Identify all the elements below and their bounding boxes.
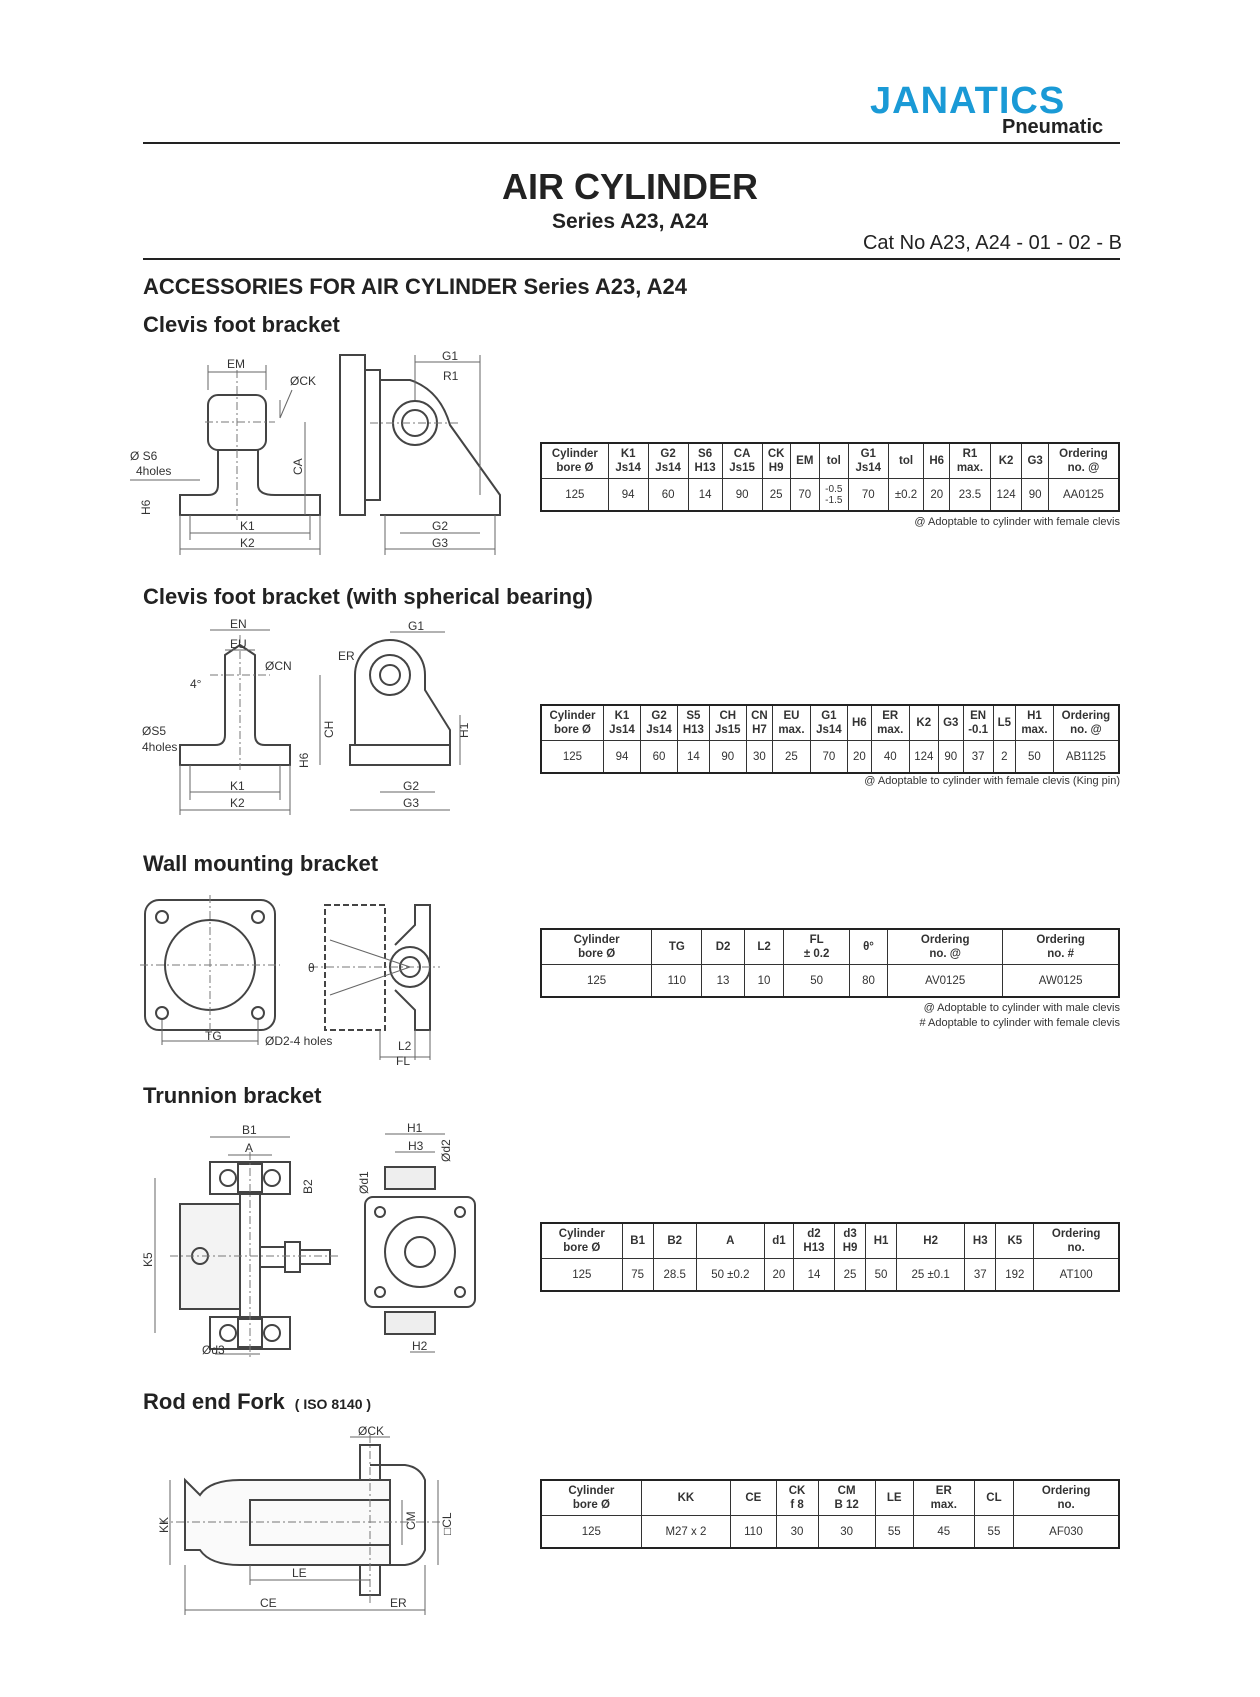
page-title: AIR CYLINDER [501, 166, 758, 207]
header-cell: H1 [866, 1223, 897, 1259]
clevis-title: Clevis foot bracket [143, 312, 340, 337]
value-cell: 90 [709, 741, 746, 774]
value-cell: 45 [913, 1516, 974, 1549]
value-cell: 80 [849, 965, 887, 998]
clevis-drawing [130, 350, 500, 550]
accessories-heading: ACCESSORIES FOR AIR CYLINDER Series A23, A24 [143, 274, 688, 299]
value-cell: 125 [541, 479, 608, 512]
table-header-row [541, 929, 1119, 965]
svg-text:B2: B2 [301, 1179, 315, 1194]
header-cell: CM B 12 [818, 1480, 875, 1516]
trunnion-drawing [140, 1122, 505, 1357]
header-cell: H1 max. [1016, 705, 1054, 741]
header-cell: G2 Js14 [648, 443, 688, 479]
svg-text:ØS5: ØS5 [142, 724, 167, 738]
trunnion-title: Trunnion bracket [143, 1083, 322, 1108]
svg-text:CE: CE [260, 1596, 277, 1610]
catalog-number: Cat No A23, A24 - 01 - 02 - B [862, 232, 1122, 254]
svg-text:G3: G3 [403, 796, 420, 810]
svg-text:4°: 4° [190, 677, 202, 691]
header-cell: G3 [938, 705, 963, 741]
header-cell: Cylinder bore Ø [541, 705, 603, 741]
svg-text:B1: B1 [242, 1123, 257, 1137]
clevis-table [540, 442, 1120, 512]
header-cell: EU max. [773, 705, 811, 741]
header-cell: Ordering no. @ [888, 929, 1003, 965]
value-cell: 94 [603, 741, 640, 774]
value-cell: 30 [818, 1516, 875, 1549]
svg-text:G1: G1 [442, 349, 459, 363]
svg-text:K5: K5 [141, 1252, 155, 1267]
value-cell: 125 [541, 741, 603, 774]
svg-text:Ød1: Ød1 [357, 1171, 371, 1194]
value-cell: AW0125 [1003, 965, 1119, 998]
table-row [541, 965, 1119, 998]
spherical-table [540, 704, 1120, 774]
clevis-note: @ Adoptable to cylinder with female clevis [914, 516, 1120, 528]
svg-text:H3: H3 [408, 1139, 424, 1153]
value-cell: 50 [866, 1259, 897, 1292]
header-cell: K1 Js14 [608, 443, 648, 479]
value-cell: 14 [793, 1259, 834, 1292]
value-cell: 20 [764, 1259, 793, 1292]
value-cell: 125 [541, 1516, 641, 1549]
value-cell: AF030 [1014, 1516, 1119, 1549]
svg-text:K1: K1 [230, 779, 245, 793]
svg-text:H6: H6 [297, 752, 311, 768]
value-cell: M27 x 2 [641, 1516, 730, 1549]
value-cell: 75 [622, 1259, 653, 1292]
svg-text:LE: LE [292, 1566, 307, 1580]
value-cell: 70 [790, 479, 819, 512]
svg-text:EM: EM [227, 357, 245, 371]
header-cell: EN -0.1 [963, 705, 993, 741]
svg-text:FL: FL [396, 1054, 411, 1068]
value-cell: 20 [847, 741, 871, 774]
wall-table [540, 928, 1120, 998]
header-rule [143, 142, 1120, 144]
header-cell: H2 [897, 1223, 965, 1259]
header-cell: CL [974, 1480, 1014, 1516]
value-cell: AT100 [1034, 1259, 1119, 1292]
value-cell: 90 [722, 479, 762, 512]
header-cell: Cylinder bore Ø [541, 1480, 641, 1516]
value-cell: 90 [1022, 479, 1049, 512]
value-cell: 10 [744, 965, 784, 998]
title-rule [143, 258, 1120, 260]
value-cell: 50 [1016, 741, 1054, 774]
svg-text:H1: H1 [457, 722, 471, 738]
header-cell: K2 [990, 443, 1022, 479]
header-cell: EM [790, 443, 819, 479]
header-cell: R1 max. [950, 443, 991, 479]
value-cell: 110 [731, 1516, 776, 1549]
spherical-note: @ Adoptable to cylinder with female clevis (King pin) [864, 775, 1120, 787]
header-cell: G3 [1022, 443, 1049, 479]
table-row [541, 479, 1119, 512]
header-cell: Ordering no. @ [1048, 443, 1119, 479]
value-cell: 50 ±0.2 [696, 1259, 764, 1292]
value-cell: 25 [835, 1259, 866, 1292]
svg-text:G2: G2 [403, 779, 420, 793]
value-cell: 55 [875, 1516, 913, 1549]
header-cell: D2 [702, 929, 744, 965]
header-cell: K2 [909, 705, 938, 741]
value-cell: 50 [784, 965, 850, 998]
wall-note-2: # Adoptable to cylinder with female clevis [919, 1017, 1120, 1029]
header-cell: Ordering no. [1014, 1480, 1119, 1516]
table-row [541, 741, 1119, 774]
value-cell: 13 [702, 965, 744, 998]
fork-table [540, 1479, 1120, 1549]
svg-text:EN: EN [230, 617, 247, 631]
value-cell: -0.5 -1.5 [819, 479, 848, 512]
value-cell: 40 [871, 741, 909, 774]
value-cell: 90 [938, 741, 963, 774]
svg-text:G2: G2 [432, 519, 449, 533]
svg-text:□CL: □CL [440, 1512, 454, 1535]
value-cell: 30 [776, 1516, 818, 1549]
header-cell: K1 Js14 [603, 705, 640, 741]
svg-text:CM: CM [404, 1511, 418, 1530]
value-cell: 70 [810, 741, 847, 774]
wall-title: Wall mounting bracket [143, 851, 379, 876]
header-cell: S6 H13 [688, 443, 722, 479]
header-cell: CN H7 [746, 705, 772, 741]
header-cell: Ordering no. # [1003, 929, 1119, 965]
header-cell: A [696, 1223, 764, 1259]
svg-text:ØCK: ØCK [358, 1424, 385, 1438]
value-cell: AV0125 [888, 965, 1003, 998]
value-cell: 14 [688, 479, 722, 512]
svg-text:K1: K1 [240, 519, 255, 533]
header-cell: d2 H13 [793, 1223, 834, 1259]
header-cell: θ° [849, 929, 887, 965]
svg-text:CA: CA [291, 458, 305, 475]
header-cell: B1 [622, 1223, 653, 1259]
value-cell: 124 [990, 479, 1022, 512]
header-cell: d1 [764, 1223, 793, 1259]
value-cell: 125 [541, 1259, 622, 1292]
header-cell: Ordering no. [1034, 1223, 1119, 1259]
value-cell: 25 [773, 741, 811, 774]
header-cell: KK [641, 1480, 730, 1516]
header-cell: K5 [996, 1223, 1034, 1259]
value-cell: 110 [652, 965, 702, 998]
value-cell: 30 [746, 741, 772, 774]
header-cell: S5 H13 [678, 705, 710, 741]
header-cell: ER max. [913, 1480, 974, 1516]
fork-title: Rod end Fork ( ISO 8140 ) [143, 1389, 372, 1414]
svg-text:Ød2: Ød2 [439, 1139, 453, 1162]
svg-text:ØCK: ØCK [290, 374, 317, 388]
header-cell: d3 H9 [835, 1223, 866, 1259]
svg-text:ER: ER [390, 1596, 407, 1610]
header-cell: H3 [965, 1223, 996, 1259]
value-cell: 20 [924, 479, 950, 512]
svg-text:TG: TG [205, 1029, 222, 1043]
svg-text:KK: KK [157, 1516, 171, 1533]
value-cell: ±0.2 [888, 479, 924, 512]
table-header-row [541, 443, 1119, 479]
header-cell: TG [652, 929, 702, 965]
fork-drawing [140, 1425, 480, 1620]
table-header-row [541, 1223, 1119, 1259]
header-cell: CH Js15 [709, 705, 746, 741]
header-cell: FL ± 0.2 [784, 929, 850, 965]
svg-text:EU: EU [230, 637, 247, 651]
header-cell: tol [888, 443, 924, 479]
header-cell: tol [819, 443, 848, 479]
table-row [541, 1516, 1119, 1549]
wall-drawing [140, 895, 485, 1068]
value-cell: 70 [848, 479, 888, 512]
header-cell: ER max. [871, 705, 909, 741]
table-row [541, 1259, 1119, 1292]
brand-subtitle: Pneumatic [1002, 116, 1104, 138]
header-cell: Cylinder bore Ø [541, 443, 608, 479]
value-cell: AA0125 [1048, 479, 1119, 512]
value-cell: 125 [541, 965, 652, 998]
header-cell: Cylinder bore Ø [541, 1223, 622, 1259]
table-header-row [541, 705, 1119, 741]
svg-text:G1: G1 [408, 619, 425, 633]
svg-text:θ: θ [308, 961, 315, 975]
value-cell: AB1125 [1053, 741, 1119, 774]
svg-text:4holes: 4holes [136, 464, 172, 478]
header-cell: G2 Js14 [641, 705, 678, 741]
header-cell: Ordering no. @ [1053, 705, 1119, 741]
svg-text:ØD2-4 holes: ØD2-4 holes [265, 1034, 333, 1048]
spherical-title: Clevis foot bracket (with spherical bearing) [143, 584, 593, 609]
value-cell: 55 [974, 1516, 1014, 1549]
svg-text:Ø S6: Ø S6 [130, 449, 158, 463]
header-cell: L5 [993, 705, 1015, 741]
header-cell: CK H9 [762, 443, 790, 479]
value-cell: 2 [993, 741, 1015, 774]
value-cell: 60 [641, 741, 678, 774]
value-cell: 60 [648, 479, 688, 512]
header-cell: B2 [653, 1223, 696, 1259]
header-cell: G1 Js14 [848, 443, 888, 479]
value-cell: 37 [965, 1259, 996, 1292]
value-cell: 94 [608, 479, 648, 512]
value-cell: 37 [963, 741, 993, 774]
fork-title-note: ( ISO 8140 ) [294, 1396, 372, 1412]
svg-text:K2: K2 [240, 536, 255, 550]
header-cell: G1 Js14 [810, 705, 847, 741]
spherical-drawing [130, 617, 471, 815]
svg-text:ER: ER [338, 649, 355, 663]
svg-text:Ød3: Ød3 [202, 1343, 225, 1357]
svg-text:G3: G3 [432, 536, 449, 550]
wall-note-1: @ Adoptable to cylinder with male clevis [923, 1002, 1120, 1014]
header-cell: CK f 8 [776, 1480, 818, 1516]
svg-text:K2: K2 [230, 796, 245, 810]
value-cell: 23.5 [950, 479, 991, 512]
value-cell: 28.5 [653, 1259, 696, 1292]
header-cell: CE [731, 1480, 776, 1516]
value-cell: 124 [909, 741, 938, 774]
svg-text:R1: R1 [443, 369, 459, 383]
svg-text:A: A [245, 1141, 254, 1155]
header-cell: H6 [924, 443, 950, 479]
trunnion-table [540, 1222, 1120, 1292]
svg-text:H6: H6 [139, 499, 153, 515]
svg-text:L2: L2 [398, 1039, 412, 1053]
svg-text:H1: H1 [407, 1121, 423, 1135]
header-cell: LE [875, 1480, 913, 1516]
header-cell: L2 [744, 929, 784, 965]
svg-text:CH: CH [322, 720, 336, 738]
value-cell: 25 ±0.1 [897, 1259, 965, 1292]
header-cell: Cylinder bore Ø [541, 929, 652, 965]
header-cell: CA Js15 [722, 443, 762, 479]
svg-text:4holes: 4holes [142, 740, 178, 754]
brand-logo: JANATICS [870, 80, 1066, 122]
table-header-row [541, 1480, 1119, 1516]
page-series: Series A23, A24 [551, 210, 709, 233]
svg-text:ØCN: ØCN [265, 659, 292, 673]
value-cell: 192 [996, 1259, 1034, 1292]
value-cell: 25 [762, 479, 790, 512]
svg-text:H2: H2 [412, 1339, 428, 1353]
header-cell: H6 [847, 705, 871, 741]
value-cell: 14 [678, 741, 710, 774]
